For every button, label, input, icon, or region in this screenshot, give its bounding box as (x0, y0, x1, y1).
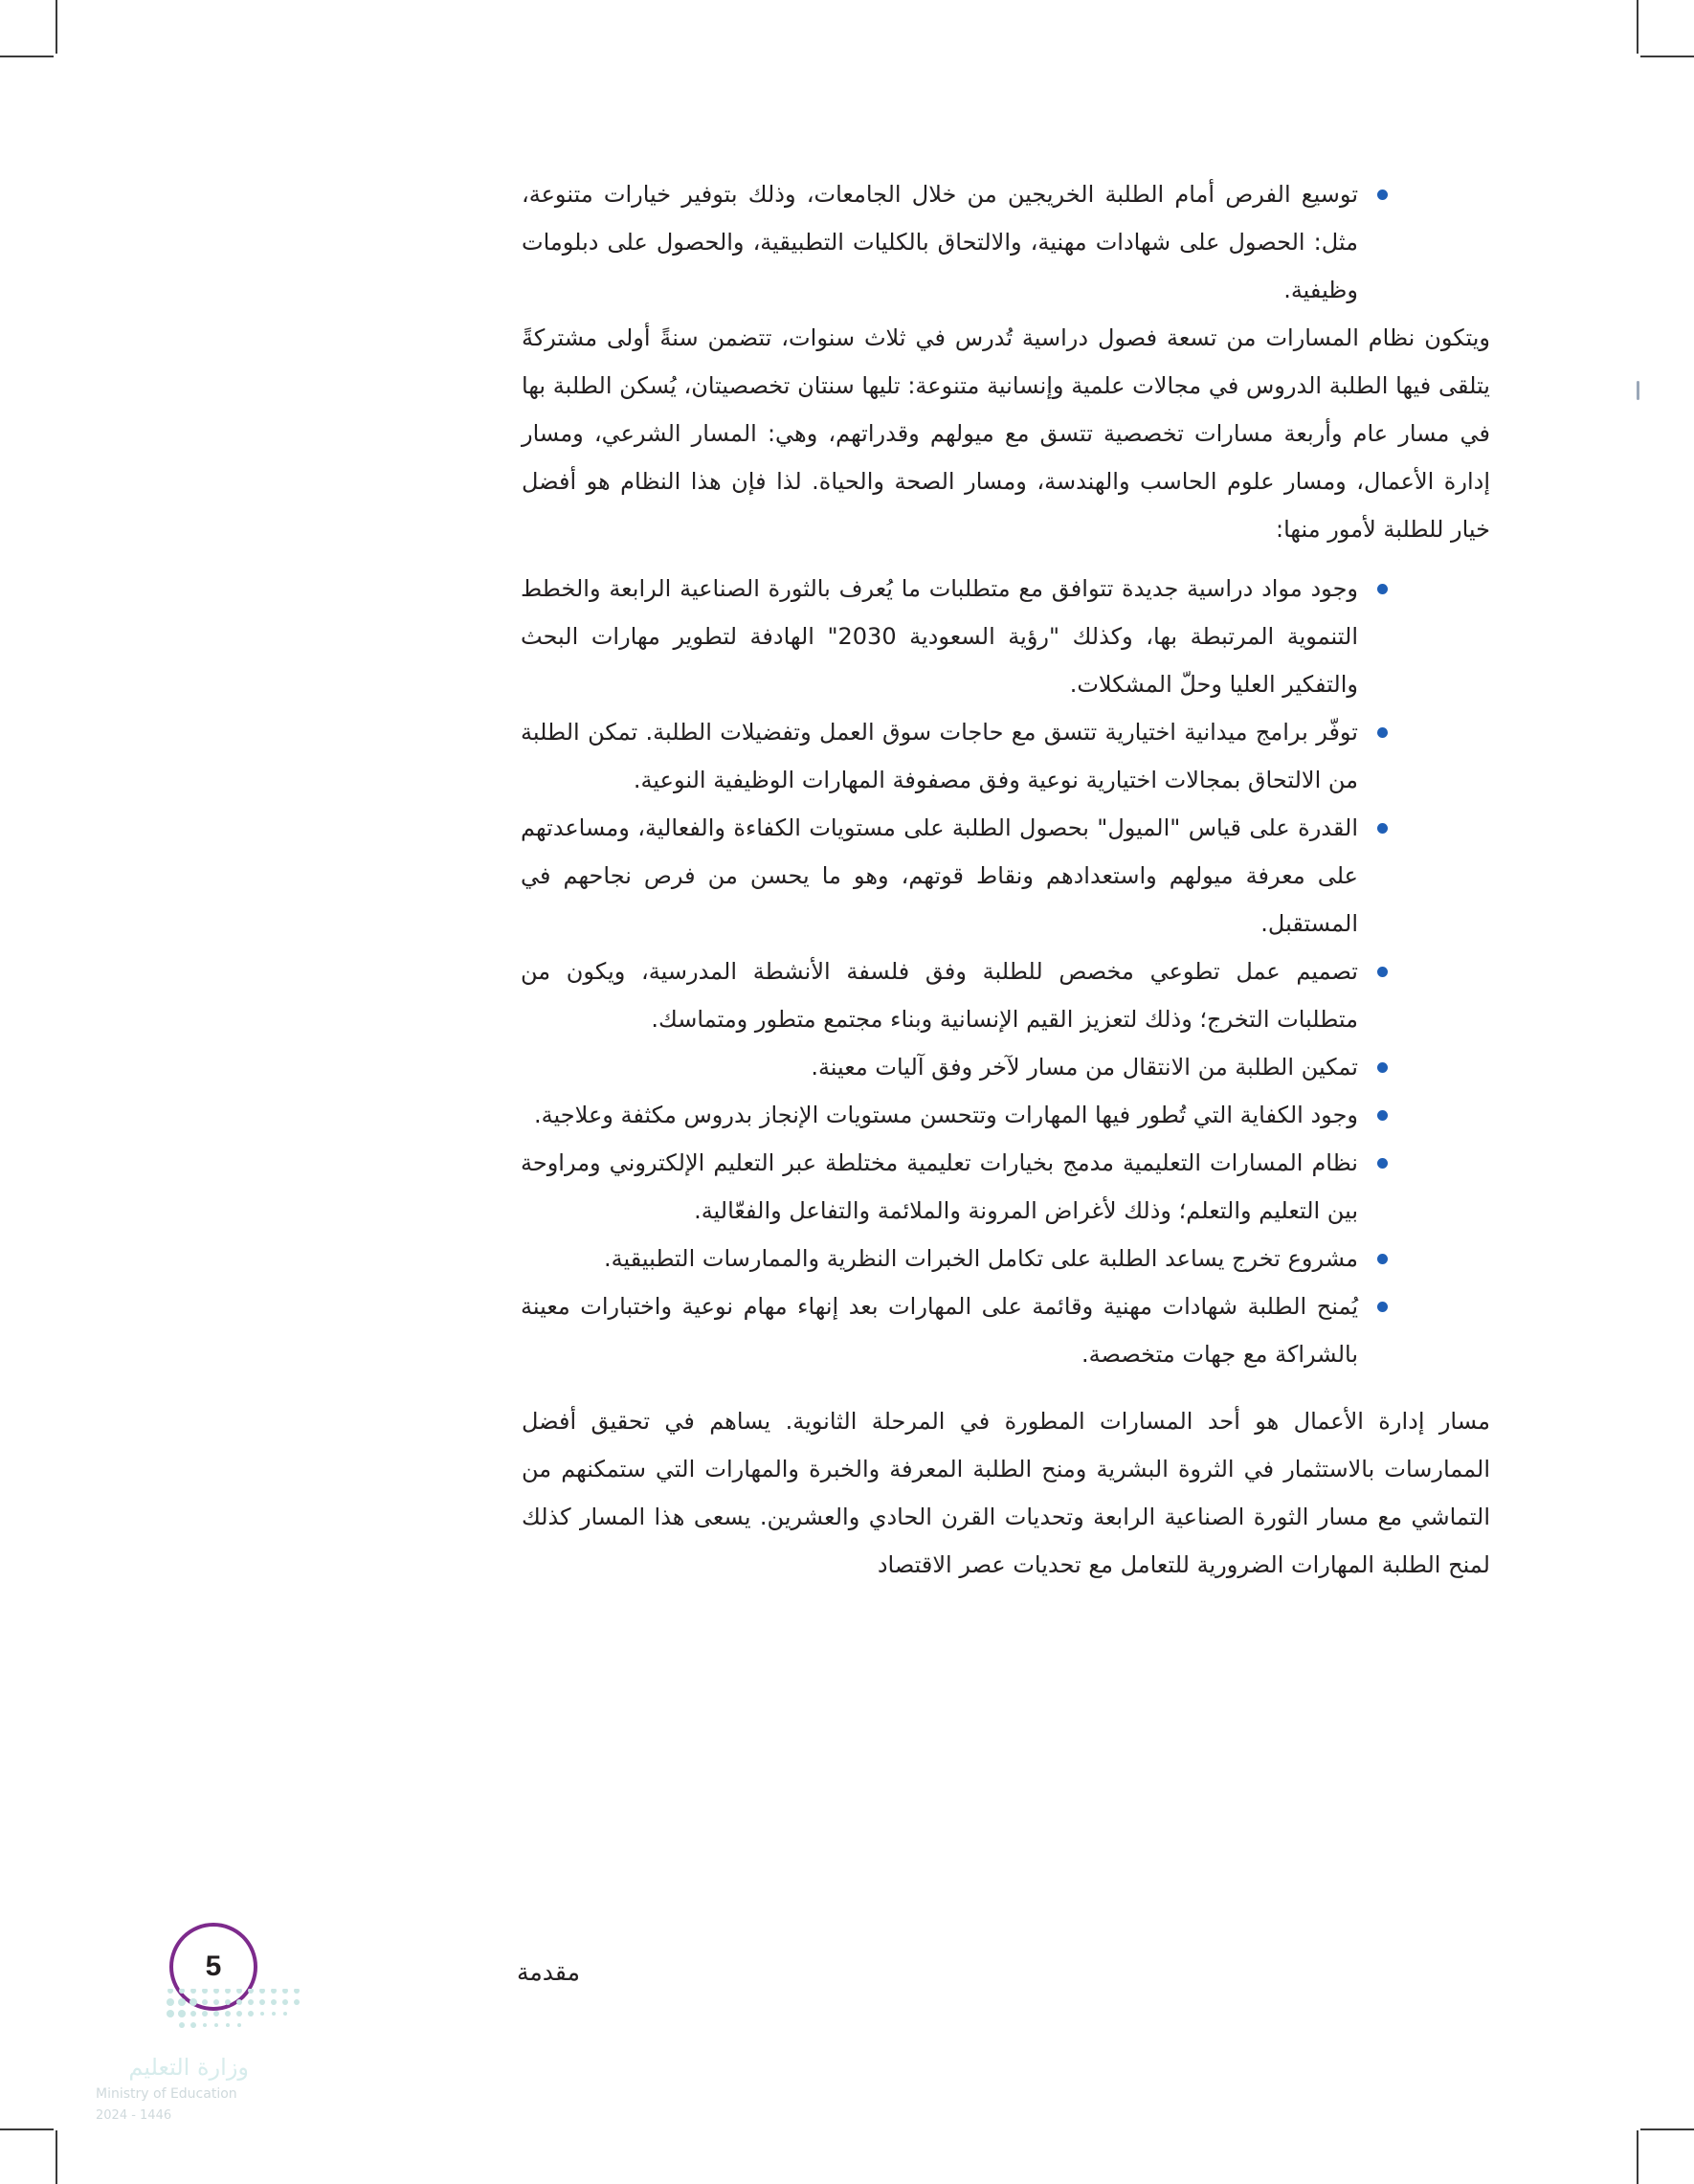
list-item (521, 1139, 1358, 1235)
list-item-text: القدرة على قياس "الميول" بحصول الطلبة على مستويات الكفاءة والفعالية، ومساعدتهم على معرفة ميولهم واستعدادهم ونقاط قوتهم، وهو ما يحسن من فرص نجاحهم في المستقبل. (521, 814, 1358, 937)
ministry-name-english: Ministry of Education (96, 2086, 237, 2102)
advantages-bullet-list (521, 565, 1358, 1378)
list-item-text: مشروع تخرج يساعد الطلبة على تكامل الخبرات النظرية والممارسات التطبيقية. (603, 1245, 1358, 1272)
list-item-text: يُمنح الطلبة شهادات مهنية وقائمة على المهارات بعد إنهاء مهام نوعية واختبارات معينة بالشراكة مع جهات متخصصة. (521, 1293, 1358, 1368)
list-item (521, 565, 1358, 708)
crop-mark (56, 2130, 57, 2184)
bullet-icon (1377, 823, 1388, 834)
list-item (521, 708, 1358, 804)
crop-mark (1640, 2128, 1694, 2130)
spacer (522, 1378, 1490, 1397)
list-item (521, 947, 1358, 1043)
page-number: 5 (205, 1950, 222, 1982)
list-item-text: توسيع الفرص أمام الطلبة الخريجين من خلال الجامعات، وذلك بتوفير خيارات متنوعة، مثل: الحصول على شهادات مهنية، والالتحاق بالكليات التطبيقية، والحصول على دبلومات وظيفية. (522, 181, 1358, 303)
crop-mark (0, 2128, 54, 2130)
list-item (521, 1043, 1358, 1091)
list-item-text: توفّر برامج ميدانية اختيارية تتسق مع حاجات سوق العمل وتفضيلات الطلبة. تمكن الطلبة من الالتحاق بمجالات اختيارية نوعية وفق مصفوفة المهارات الوظيفية النوعية. (521, 719, 1358, 793)
crop-mark (1640, 56, 1694, 57)
bullet-icon (1377, 1110, 1388, 1121)
crop-mark (1637, 0, 1638, 54)
top-bullet-list (522, 170, 1358, 314)
list-item-text: وجود مواد دراسية جديدة تتوافق مع متطلبات ما يُعرف بالثورة الصناعية الرابعة والخطط التنموية المرتبطة بها، وكذلك "رؤية السعودية 2030" الهادفة لتطوير مهارات البحث والتفكير العليا وحلّ المشكلات. (521, 575, 1359, 698)
bullet-icon (1377, 189, 1388, 200)
list-item (521, 804, 1358, 947)
list-item (521, 1091, 1358, 1139)
bullet-icon (1377, 1062, 1388, 1073)
bullet-icon (1377, 1254, 1388, 1264)
list-item (521, 1235, 1358, 1282)
bullet-icon (1377, 967, 1388, 977)
ministry-name-arabic: وزارة التعليم (128, 2054, 249, 2081)
bullet-icon (1377, 1158, 1388, 1169)
bullet-icon (1377, 584, 1388, 594)
page-body (522, 170, 1490, 1589)
list-item (522, 170, 1358, 314)
chapter-title: مقدمة (517, 1958, 580, 1986)
top-list-wrapper (522, 170, 1358, 314)
list-item-text: وجود الكفاية التي تُطور فيها المهارات وتتحسن مستويات الإنجاز بدروس مكثفة وعلاجية. (534, 1102, 1358, 1128)
bullet-icon (1377, 727, 1388, 738)
crop-mark (56, 0, 57, 54)
list-item-text: تصميم عمل تطوعي مخصص للطلبة وفق فلسفة الأنشطة المدرسية، ويكون من متطلبات التخرج؛ وذلك لتعزيز القيم الإنسانية وبناء مجتمع متطور ومتماسك. (521, 958, 1358, 1033)
margin-mark (1637, 381, 1639, 400)
edition-year: 2024 - 1446 (96, 2108, 172, 2123)
paragraph-business-track: مسار إدارة الأعمال هو أحد المسارات المطورة في المرحلة الثانوية. يساهم في تحقيق أفضل الممارسات بالاستثمار في الثروة البشرية ومنح الطلبة المعرفة والخبرة والمهارات التي ستمكنهم من التماشي مع مسار الثورة الصناعية الرابعة وتحديات القرن الحادي والعشرين. يسعى هذا المسار كذلك لمنح الطلبة المهارات الضرورية للتعامل مع تحديات عصر الاقتصاد (522, 1408, 1490, 1578)
paragraph-tracks-system: ويتكون نظام المسارات من تسعة فصول دراسية تُدرس في ثلاث سنوات، تتضمن سنةً أولى مشتركةً يتلقى فيها الطلبة الدروس في مجالات علمية وإنسانية متنوعة: تليها سنتان تخصصيتان، يُسكن الطلبة بها في مسار عام وأربعة مسارات تخصصية تتسق مع ميولهم وقدراتهم، وهي: المسار الشرعي، ومسار إدارة الأعمال، ومسار علوم الحاسب والهندسة، ومسار الصحة والحياة. لذا فإن هذا النظام هو أفضل خيار للطلبة لأمور منها: (522, 324, 1490, 543)
list-item (521, 1282, 1358, 1378)
crop-mark (0, 56, 54, 57)
crop-mark (1637, 2130, 1638, 2184)
main-list-wrapper (522, 565, 1358, 1378)
list-item-text: نظام المسارات التعليمية مدمج بخيارات تعليمية مختلطة عبر التعليم الإلكتروني ومراوحة بين التعليم والتعلم؛ وذلك لأغراض المرونة والملائمة والتفاعل والفعّالية. (521, 1149, 1358, 1224)
bullet-icon (1377, 1302, 1388, 1312)
list-item-text: تمكين الطلبة من الانتقال من مسار لآخر وفق آليات معينة. (811, 1054, 1358, 1081)
